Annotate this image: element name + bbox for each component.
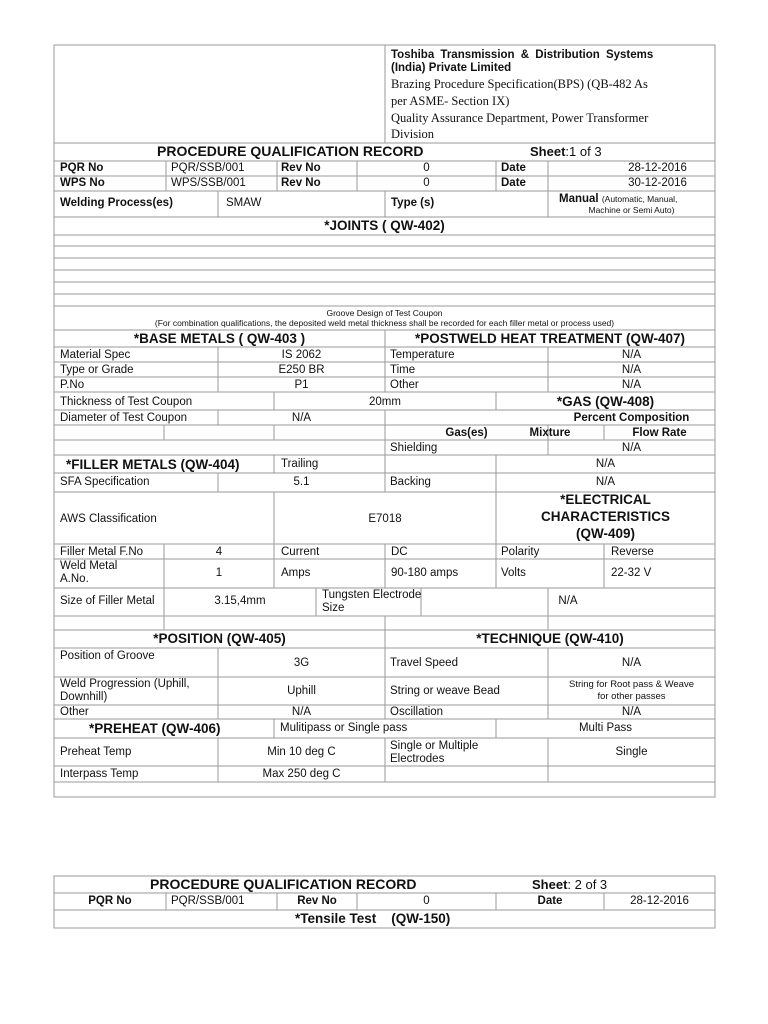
rev-label: Rev No <box>281 177 321 189</box>
string-label: String or weave Bead <box>390 685 500 697</box>
preheat-title: *PREHEAT (QW-406) <box>89 721 221 736</box>
preheat-temp-label: Preheat Temp <box>60 746 132 758</box>
pqr-label: PQR No <box>60 162 104 174</box>
groove-note: (For combination qualifications, the deposited weld metal thickness shall be recorded for each filler metal or process used) <box>154 318 615 328</box>
temperature-value: N/A <box>621 349 642 361</box>
tensile-title-text: *Tensile Test <box>295 911 377 926</box>
temperature-label: Temperature <box>390 349 455 361</box>
sheet-value: :1 of 3 <box>565 144 602 159</box>
string-value-line2: for other passes <box>597 691 666 702</box>
type-note: (Automatic, Manual, <box>601 194 678 204</box>
gas-title: *GAS (QW-408) <box>556 394 655 409</box>
date-label: Date <box>501 177 526 189</box>
page2-sheet <box>532 878 607 891</box>
company-name: Toshiba Transmission & Distribution Systems <box>391 49 654 61</box>
type-label: Type (s) <box>391 197 435 209</box>
tungsten-label: Tungsten Electrode <box>322 589 422 601</box>
amps-label: Amps <box>281 567 311 579</box>
spec-title: Brazing Procedure Specification(BPS) (QB-482 As <box>391 77 648 91</box>
shielding-value: N/A <box>621 442 642 454</box>
material-spec-value: IS 2062 <box>281 349 322 361</box>
electrical-title: *ELECTRICAL <box>560 492 651 507</box>
diameter-label: Diameter of Test Coupon <box>60 412 187 424</box>
ano-label: A.No. <box>60 573 89 585</box>
type-note-line2: Machine or Semi Auto) <box>588 205 675 215</box>
sfa-value: 5.1 <box>293 476 310 488</box>
other-label: Other <box>60 706 89 718</box>
thickness-value: 20mm <box>369 396 401 408</box>
time-label: Time <box>390 364 416 376</box>
flow-rate-header: Flow Rate <box>632 427 687 439</box>
rev-label: Rev No <box>281 162 321 174</box>
filler-title: *FILLER METALS (QW-404) <box>66 457 240 472</box>
page2-title: PROCEDURE QUALIFICATION RECORD <box>150 876 417 892</box>
wps-label: WPS No <box>60 177 105 189</box>
trailing-label: Trailing <box>281 458 319 470</box>
volts-value: 22-32 V <box>611 567 652 579</box>
rev-value: 0 <box>423 177 430 189</box>
position-title: *POSITION (QW-405) <box>153 631 286 646</box>
gases-header: Gas(es) <box>445 427 488 439</box>
progression-value: Uphill <box>287 685 316 697</box>
process-value: SMAW <box>226 197 262 209</box>
electrodes-value: Single <box>615 746 648 758</box>
pos-groove-label: Position of Groove <box>60 650 155 662</box>
string-value: String for Root pass & Weave <box>569 679 694 690</box>
polarity-label: Polarity <box>501 546 540 558</box>
ano-value: 1 <box>215 567 223 579</box>
sheet-value: : 2 of 3 <box>567 877 608 892</box>
tungsten-label-line2: Size <box>322 602 345 614</box>
sheet-label: Sheet <box>530 144 566 159</box>
page1-title: PROCEDURE QUALIFICATION RECORD <box>157 143 424 159</box>
pos-groove-value: 3G <box>293 657 310 669</box>
sfa-label: SFA Specification <box>60 476 150 488</box>
electrodes-label: Single or Multiple <box>390 740 479 752</box>
weld-metal-label: Weld Metal <box>60 560 118 572</box>
material-spec-label: Material Spec <box>60 349 131 361</box>
backing-label: Backing <box>390 476 431 488</box>
other-value: N/A <box>621 379 642 391</box>
size-value: 3.15,4mm <box>214 595 266 607</box>
travel-value: N/A <box>621 657 642 669</box>
spec-title-line2: per ASME- Section IX) <box>391 94 510 108</box>
date-value: 28-12-2016 <box>628 162 687 174</box>
preheat-temp-value: Min 10 deg C <box>267 746 336 758</box>
type-grade-value: E250 BR <box>278 364 325 376</box>
progression-label-line2: Downhill) <box>60 691 108 703</box>
mixture-header: Mixture <box>529 427 571 439</box>
progression-label: Weld Progression (Uphill, <box>60 678 190 690</box>
volts-label: Volts <box>501 567 526 579</box>
aws-value: E7018 <box>368 513 402 525</box>
pqr-label: PQR No <box>88 895 132 907</box>
interpass-value: Max 250 deg C <box>262 768 341 780</box>
other-label: Other <box>390 379 419 391</box>
pno-value: P1 <box>294 379 309 391</box>
date-value: 28-12-2016 <box>630 895 689 907</box>
thickness-label: Thickness of Test Coupon <box>60 396 193 408</box>
sheet-label: Sheet <box>532 877 568 892</box>
oscillation-label: Oscillation <box>390 706 444 718</box>
base-metals-title: *BASE METALS ( QW-403 ) <box>133 331 306 346</box>
page1-sheet <box>530 145 602 158</box>
multipass-value: Multi Pass <box>578 722 633 734</box>
wps-value: WPS/SSB/001 <box>171 177 246 189</box>
oscillation-value: N/A <box>621 706 642 718</box>
current-value: DC <box>391 546 408 558</box>
department-line2: Division <box>391 127 435 141</box>
trailing-value: N/A <box>595 458 616 470</box>
groove-title: Groove Design of Test Coupon <box>326 308 443 318</box>
company-name-line2: (India) Private Limited <box>391 62 512 74</box>
pno-label: P.No <box>60 379 85 391</box>
percent-composition: Percent Composition <box>573 412 690 424</box>
date-label: Date <box>501 162 526 174</box>
electrical-title-line3: (QW-409) <box>576 526 635 541</box>
fno-value: 4 <box>215 546 223 558</box>
shielding-label: Shielding <box>390 442 438 454</box>
department: Quality Assurance Department, Power Transformer <box>391 111 649 125</box>
aws-label: AWS Classification <box>60 513 157 525</box>
pwht-title: *POSTWELD HEAT TREATMENT (QW-407) <box>415 331 685 346</box>
multipass-label: Mulitipass or Single pass <box>280 722 408 734</box>
pqr-value: PQR/SSB/001 <box>171 895 245 907</box>
fno-label: Filler Metal F.No <box>60 546 144 558</box>
tensile-code: (QW-150) <box>391 911 451 926</box>
date-value: 30-12-2016 <box>628 177 687 189</box>
interpass-label: Interpass Temp <box>60 768 139 780</box>
polarity-value: Reverse <box>611 546 654 558</box>
tensile-title <box>295 912 450 925</box>
rev-value: 0 <box>423 895 430 907</box>
type-grade-label: Type or Grade <box>60 364 134 376</box>
pqr-value: PQR/SSB/001 <box>171 162 245 174</box>
other-value: N/A <box>291 706 312 718</box>
tungsten-value: N/A <box>558 595 578 607</box>
size-label: Size of Filler Metal <box>60 595 155 607</box>
amps-value: 90-180 amps <box>391 567 459 579</box>
time-value: N/A <box>621 364 642 376</box>
rev-label: Rev No <box>297 895 337 907</box>
current-label: Current <box>281 546 320 558</box>
electrical-title-line2: CHARACTERISTICS <box>540 509 670 524</box>
electrodes-label-line2: Electrodes <box>390 753 445 765</box>
process-label: Welding Process(es) <box>60 197 173 209</box>
rev-value: 0 <box>423 162 430 174</box>
diameter-value: N/A <box>291 412 312 424</box>
type-value-main: Manual <box>559 193 599 205</box>
date-label: Date <box>537 895 563 907</box>
technique-title: *TECHNIQUE (QW-410) <box>476 631 624 646</box>
joints-title: *JOINTS ( QW-402) <box>324 218 445 233</box>
travel-label: Travel Speed <box>390 657 458 669</box>
backing-value: N/A <box>595 476 616 488</box>
